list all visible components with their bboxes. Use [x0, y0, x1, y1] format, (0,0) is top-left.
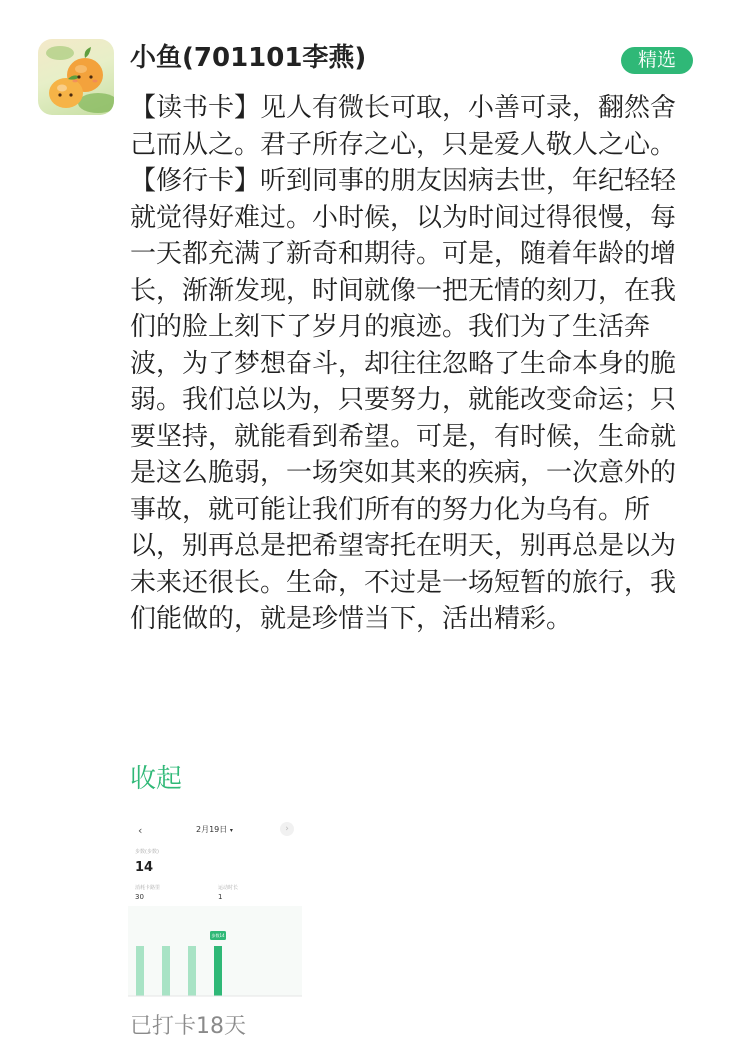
date-selector[interactable]: 2月19日 ▾	[196, 825, 233, 834]
chevron-left-icon[interactable]: ‹	[138, 824, 143, 837]
orange-fruit-avatar-icon	[38, 39, 114, 115]
main-stat-value: 14	[135, 860, 154, 875]
caret-down-icon: ▾	[229, 827, 233, 834]
checkin-days: 已打卡18天	[130, 1014, 246, 1039]
stats-card-image[interactable]	[128, 818, 302, 1000]
practice-card-text: 【修行卡】听到同事的朋友因病去世，年纪轻轻就觉得好难过。小时候，以为时间过得很慢，每一天都充满了新奇和期待。可是，随着年龄的增长，渐渐发现，时间就像一把无情的刻刀，在我们的脸上刻下了岁月的痕迹。我们为了生活奔波，为了梦想奋斗，却往往忽略了生命本身的脆弱。我们总以为，只要努力，就能改变命运；只要坚持，就能看到希望。可是，有时候，生命就是这么脆弱，一场突如其来的疾病，一次意外的事故，就可能让我们所有的努力化为乌有。所以，别再总是把希望寄托在明天，别再总是以为未来还很长。生命，不过是一场短暂的旅行，我们能做的，就是珍惜当下，活出精彩。	[130, 166, 677, 634]
right-stat-value: 1	[218, 893, 223, 901]
main-stat-label: 步数(步数)	[135, 849, 159, 855]
chevron-right-icon[interactable]: ›	[280, 822, 294, 836]
reading-card-text: 【读书卡】见人有微长可取，小善可录，翻然舍己而从之。君子所存之心，只是爱人敬人之心。	[130, 93, 677, 160]
avatar[interactable]	[38, 39, 114, 115]
right-stat-label: 运动时长	[218, 885, 239, 891]
chart-bar	[214, 946, 222, 996]
chart-bar	[162, 946, 170, 996]
chart-bar	[188, 946, 196, 996]
left-stat-value: 30	[135, 893, 144, 901]
bar-chart	[128, 906, 302, 1000]
username[interactable]: 小鱼(701101李燕)	[130, 43, 367, 73]
featured-badge: 精选	[621, 47, 693, 74]
post-body	[130, 90, 690, 638]
chart-bar	[136, 946, 144, 996]
chart-tooltip-label: 步数14	[211, 933, 225, 939]
collapse-link[interactable]: 收起	[130, 764, 183, 794]
left-stat-label: 消耗卡路里	[135, 885, 161, 891]
